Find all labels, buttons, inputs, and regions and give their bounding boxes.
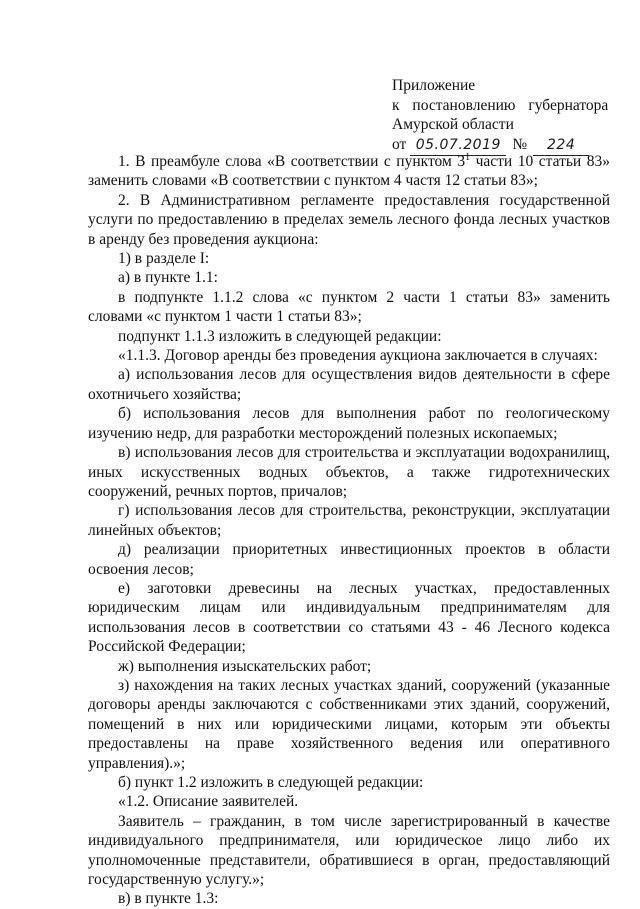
paragraph-preamble-start: 1. В преамбуле слова «В соответствии с пунктом 3 [118, 153, 466, 170]
handwritten-number: 224 [533, 136, 589, 157]
paragraph-113-text: «1.1.3. Договор аренды без проведения аукциона заключается в случаях: [118, 347, 598, 365]
paragraph-case-zh: ж) выполнения изыскательских работ; [118, 657, 372, 675]
paragraph-case-d: д) реализации приоритетных инвестиционных проектов в области освоения лесов; [88, 541, 610, 578]
paragraph-subitem-113: подпункт 1.1.3 изложить в следующей редакции: [118, 327, 442, 345]
number-sign: № [512, 135, 528, 153]
appendix-title: Приложение [392, 77, 476, 94]
paragraph-item-v: в) в пункте 1.3: [118, 890, 219, 908]
paragraph-case-e: е) заготовки древесины на лесных участках, предоставленных юридическим лицам или индивидуальным предпринимателям для использования лесов в соответствии со статьями 43 - 46 Лесного кодекса Российской Федерации; [88, 579, 610, 656]
paragraph-case-v: в) использования лесов для строительства и эксплуатации водохранилищ, иных искусственных водных объектов, а также гидротехнических сооружений, речных портов, причалов; [88, 444, 610, 500]
paragraph-subitem-112: в подпункте 1.1.2 слова «с пунктом 2 части 1 статьи 83» заменить словами «с пунктом 1 части 1 статьи 83»; [88, 288, 610, 326]
paragraph-case-b: б) использования лесов для выполнения работ по геологическому изучению недр, для разработки месторождений полезных ископаемых; [88, 405, 610, 442]
paragraph-applicant: Заявитель – гражданин, в том числе зарегистрированный в качестве индивидуального предпринимателя, или юридическое лицо либо их уполномоченные представители, обратившиеся в орган, предоставляющий государственную услугу.»; [88, 812, 610, 889]
superscript-one: 1 [465, 151, 471, 163]
paragraph-regulation: 2. В Административном регламенте предоставления государственной услуги по предоставлению в пределах земель лесного фонда лесных участков в аренду без проведения аукциона: [88, 191, 610, 248]
appendix-decree-line: к постановлению губернатора [392, 96, 609, 114]
appendix-region-line: Амурской области [392, 116, 514, 133]
paragraph-case-z: з) нахождения на таких лесных участках зданий, сооружений (указанные договоры аренды заключаются с собственниками этих зданий, сооружений, помещений в них или юридическими лицами, которым эти объекты предоставлены на праве хозяйственного ведения или оперативного управления).»; [88, 676, 610, 772]
handwritten-date: 05.07.2019 [410, 136, 506, 157]
paragraph-item-b: б) пункт 1.2 изложить в следующей редакции: [118, 774, 424, 791]
paragraph-preamble [88, 152, 610, 191]
paragraph-12-title: «1.2. Описание заявителей. [118, 793, 299, 811]
date-prefix: от [392, 135, 407, 153]
appendix-header [392, 76, 612, 156]
paragraph-case-g: г) использования лесов для строительства, реконструкции, эксплуатации линейных объектов; [88, 502, 610, 539]
paragraph-section-1: 1) в разделе I: [118, 250, 210, 268]
paragraph-item-a: а) в пункте 1.1: [118, 269, 218, 287]
paragraph-preamble-end: части 10 статьи 83» заменить словами «В соответствии с пунктом 4 частя 12 статьи 83»; [88, 153, 610, 190]
document-body [88, 152, 610, 909]
paragraph-case-a: а) использования лесов для осуществления видов деятельности в сфере охотничьего хозяйства; [88, 366, 610, 403]
